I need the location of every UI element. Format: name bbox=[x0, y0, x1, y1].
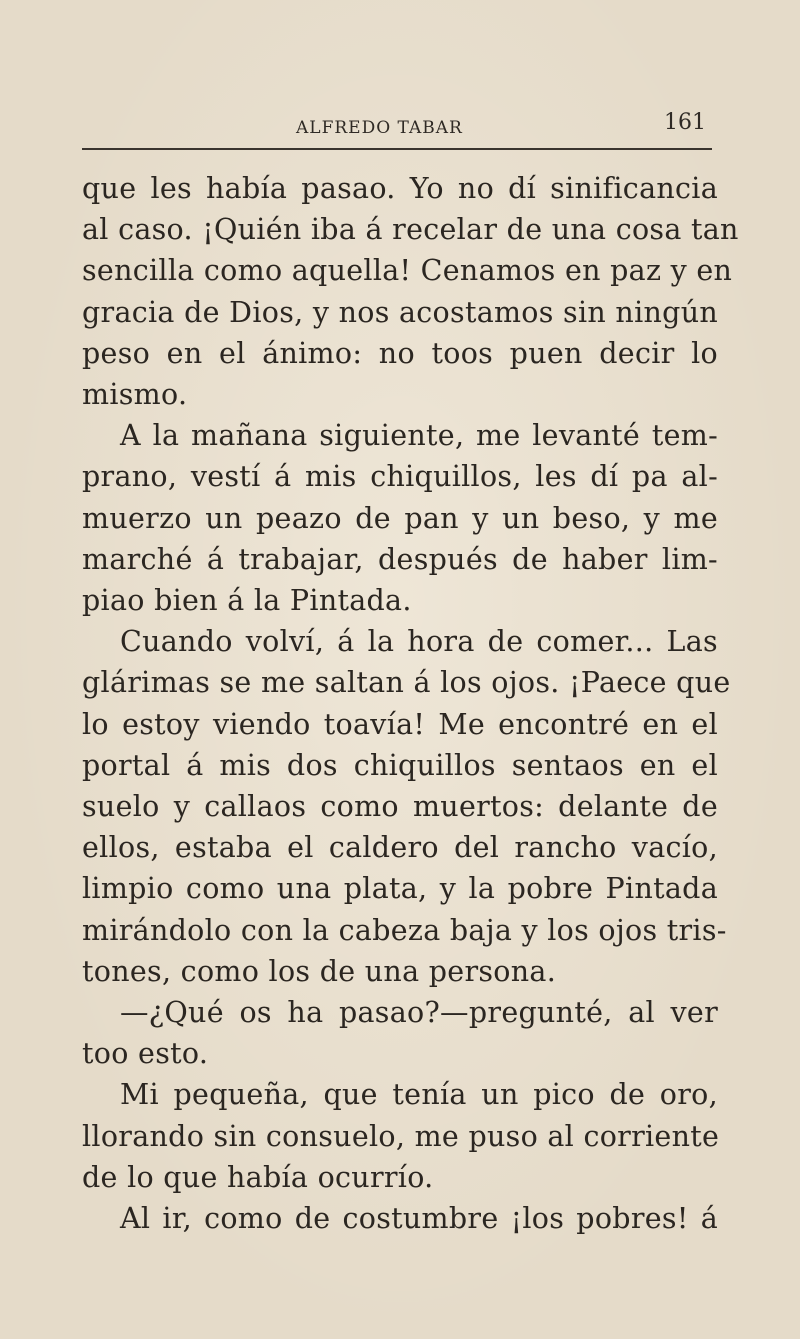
header-rule bbox=[82, 148, 712, 150]
text-line: portal á mis dos chiquillos sentaos en el bbox=[82, 748, 718, 782]
text-line: peso en el ánimo: no toos puen decir lo bbox=[82, 336, 718, 370]
text-line: al caso. ¡Quién iba á recelar de una cosa tan bbox=[82, 213, 739, 247]
paragraph-start-line: —¿Qué os ha pasao?—pregunté, al ver bbox=[120, 996, 718, 1030]
body-text bbox=[82, 168, 739, 1239]
paragraph-start-line: Mi pequeña, que tenía un pico de oro, bbox=[120, 1078, 718, 1112]
text-line: prano, vestí á mis chiquillos, les dí pa al- bbox=[82, 460, 718, 494]
text-line: ellos, estaba el caldero del rancho vacío, bbox=[82, 831, 718, 865]
paragraph-start-line: Cuando volví, á la hora de comer... Las bbox=[120, 625, 718, 659]
page-number: 161 bbox=[664, 110, 706, 135]
text-line: glárimas se me saltan á los ojos. ¡Paece que bbox=[82, 666, 731, 700]
running-header bbox=[82, 104, 714, 140]
text-line: suelo y callaos como muertos: delante de bbox=[82, 790, 718, 824]
text-line: limpio como una plata, y la pobre Pintada bbox=[82, 872, 718, 906]
text-line: muerzo un peazo de pan y un beso, y me bbox=[82, 501, 718, 535]
text-line: mismo. bbox=[82, 378, 188, 412]
paragraph-start-line: A la mañana siguiente, me levanté tem- bbox=[120, 419, 718, 453]
text-line: mirándolo con la cabeza baja y los ojos tris- bbox=[82, 913, 727, 947]
text-line: tones, como los de una persona. bbox=[82, 954, 557, 988]
text-line: piao bien á la Pintada. bbox=[82, 584, 412, 618]
text-line: too esto. bbox=[82, 1037, 209, 1071]
text-line: llorando sin consuelo, me puso al corriente bbox=[82, 1119, 720, 1153]
running-title: ALFREDO TABAR bbox=[296, 118, 463, 138]
text-line: marché á trabajar, después de haber lim- bbox=[82, 542, 718, 576]
text-line: gracia de Dios, y nos acostamos sin ningún bbox=[82, 295, 718, 329]
text-line: que les había pasao. Yo no dí sinificancia bbox=[82, 172, 718, 205]
text-line: lo estoy viendo toavía! Me encontré en el bbox=[82, 707, 718, 741]
text-line: sencilla como aquella! Cenamos en paz y en bbox=[82, 254, 733, 288]
paragraph-start-line: Al ir, como de costumbre ¡los pobres! á bbox=[120, 1202, 718, 1236]
text-line: de lo que había ocurrío. bbox=[82, 1160, 434, 1194]
